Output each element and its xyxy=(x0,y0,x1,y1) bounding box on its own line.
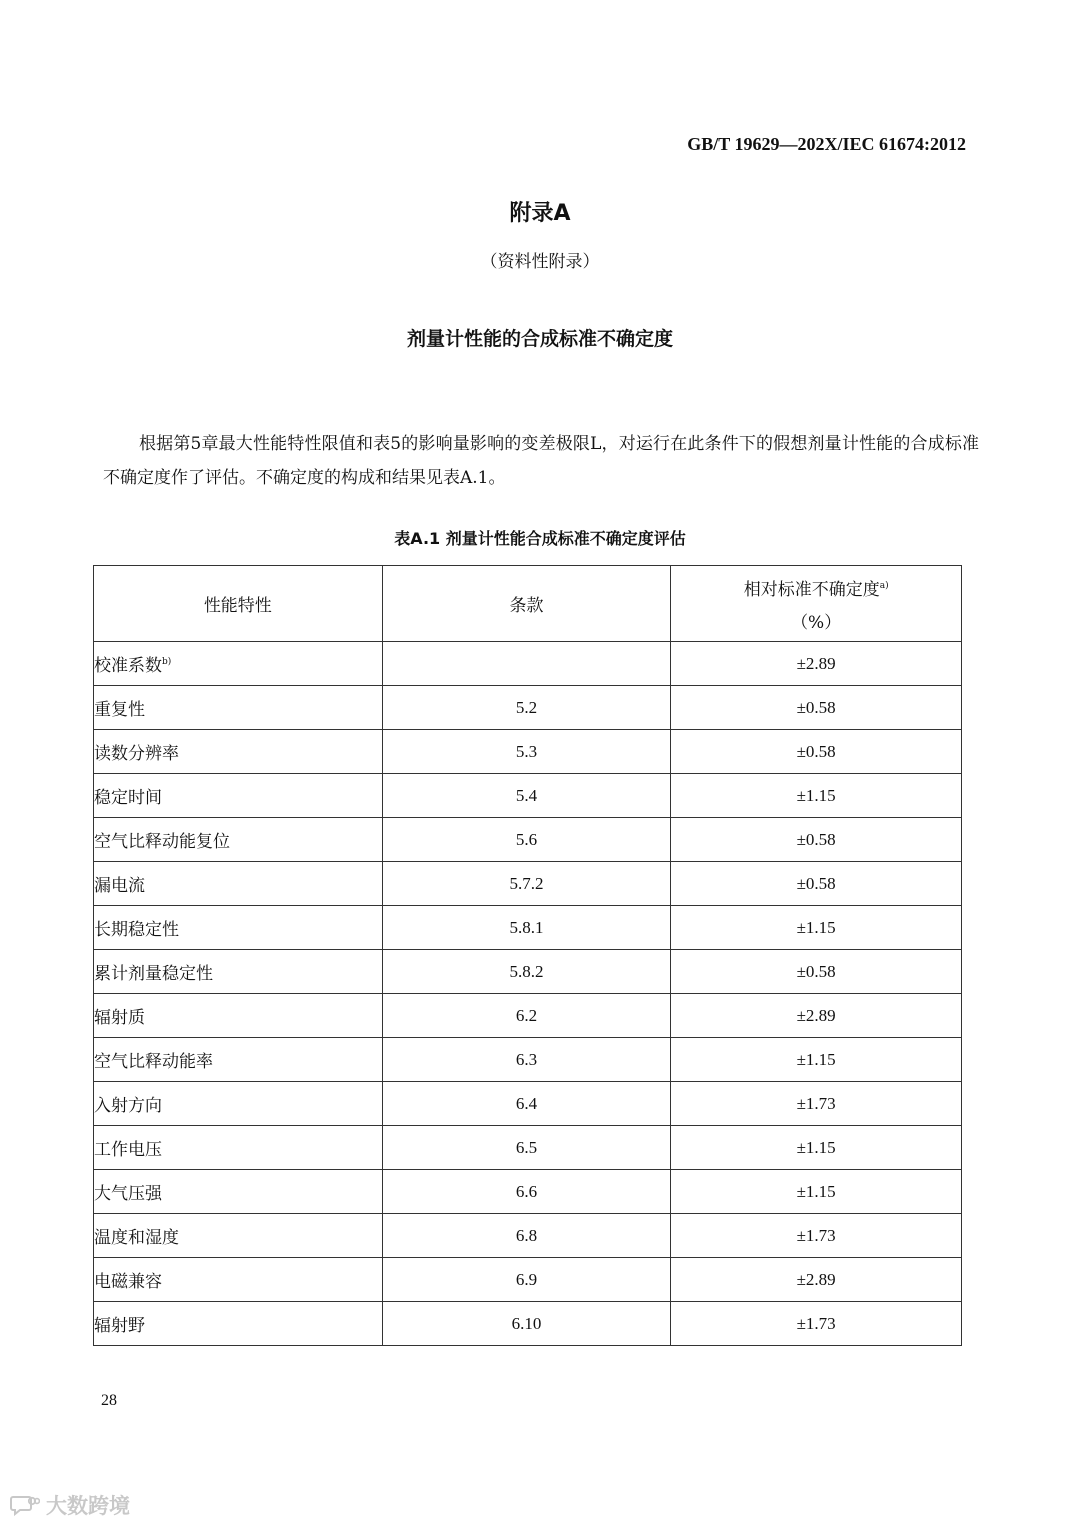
cell-uncertainty: ±1.15 xyxy=(671,774,962,818)
table-row xyxy=(94,730,962,774)
cell-uncertainty: ±1.15 xyxy=(671,1126,962,1170)
table-row xyxy=(94,906,962,950)
section-heading: 剂量计性能的合成标准不确定度 xyxy=(406,328,673,350)
footnote-a-marker: a) xyxy=(879,580,889,591)
cell-performance: 工作电压 xyxy=(94,1126,383,1170)
table-row xyxy=(94,1126,962,1170)
cell-uncertainty: ±0.58 xyxy=(671,730,962,774)
page-number: 28 xyxy=(101,1392,117,1409)
header-uncertainty-unit: （%） xyxy=(791,612,842,633)
cell-clause xyxy=(382,642,671,686)
cell-uncertainty: ±1.73 xyxy=(671,1214,962,1258)
table-row xyxy=(94,774,962,818)
cell-clause: 6.3 xyxy=(382,1038,671,1082)
cell-clause: 5.8.1 xyxy=(382,906,671,950)
cell-clause: 6.10 xyxy=(382,1302,671,1346)
footnote-b-marker: b) xyxy=(162,657,172,667)
cell-uncertainty: ±1.15 xyxy=(671,1170,962,1214)
table-caption: 表A.1 剂量计性能合成标准不确定度评估 xyxy=(394,529,686,548)
table-row xyxy=(94,1302,962,1346)
table-row xyxy=(94,994,962,1038)
header-uncertainty-label: 相对标准不确定度 xyxy=(743,579,880,600)
body-paragraph: 根据第5章最大性能特性限值和表5的影响量影响的变差极限L，对运行在此条件下的假想剂量计性能的合成标准不确定度作了评估。不确定度的构成和结果见表A.1。 xyxy=(103,434,979,488)
cell-uncertainty: ±1.15 xyxy=(671,1038,962,1082)
cell-performance: 长期稳定性 xyxy=(94,906,383,950)
cell-performance: 空气比释动能复位 xyxy=(94,818,383,862)
table-row xyxy=(94,1214,962,1258)
cell-clause: 5.3 xyxy=(382,730,671,774)
table-row xyxy=(94,686,962,730)
header-performance: 性能特性 xyxy=(94,566,383,642)
cell-clause: 6.6 xyxy=(382,1170,671,1214)
appendix-type: （资料性附录） xyxy=(480,252,600,272)
cell-performance: 温度和湿度 xyxy=(94,1214,383,1258)
cell-uncertainty: ±2.89 xyxy=(671,994,962,1038)
table-row xyxy=(94,1082,962,1126)
cell-performance: 读数分辨率 xyxy=(94,730,383,774)
cell-performance: 辐射野 xyxy=(94,1302,383,1346)
cell-performance: 辐射质 xyxy=(94,994,383,1038)
table-body xyxy=(94,642,962,1346)
table-row xyxy=(94,1258,962,1302)
watermark xyxy=(10,1490,130,1520)
cell-performance: 累计剂量稳定性 xyxy=(94,950,383,994)
appendix-title: 附录A xyxy=(509,201,571,226)
table-row xyxy=(94,1170,962,1214)
cell-clause: 6.8 xyxy=(382,1214,671,1258)
cell-performance: 重复性 xyxy=(94,686,383,730)
table-row xyxy=(94,1038,962,1082)
table-row xyxy=(94,818,962,862)
cell-uncertainty: ±0.58 xyxy=(671,686,962,730)
table-row xyxy=(94,862,962,906)
cell-uncertainty: ±1.73 xyxy=(671,1302,962,1346)
cell-performance: 入射方向 xyxy=(94,1082,383,1126)
cell-clause: 6.5 xyxy=(382,1126,671,1170)
cell-clause: 6.9 xyxy=(382,1258,671,1302)
cell-clause: 6.4 xyxy=(382,1082,671,1126)
cell-uncertainty: ±0.58 xyxy=(671,818,962,862)
cell-uncertainty: ±1.73 xyxy=(671,1082,962,1126)
cell-performance: 校准系数$^{b)}$ xyxy=(94,642,383,686)
cell-clause: 5.4 xyxy=(382,774,671,818)
cell-clause: 5.7.2 xyxy=(382,862,671,906)
cell-clause: 6.2 xyxy=(382,994,671,1038)
uncertainty-table xyxy=(93,565,962,1346)
cell-uncertainty: ±1.15 xyxy=(671,906,962,950)
cell-performance: 空气比释动能率 xyxy=(94,1038,383,1082)
table-row xyxy=(94,642,962,686)
header-uncertainty xyxy=(671,566,962,642)
chat-bubble-logo-icon xyxy=(10,1493,40,1517)
table-header-row xyxy=(94,566,962,642)
cell-performance: 稳定时间 xyxy=(94,774,383,818)
cell-performance: 漏电流 xyxy=(94,862,383,906)
header-clause: 条款 xyxy=(382,566,671,642)
cell-uncertainty: ±2.89 xyxy=(671,642,962,686)
cell-performance: 大气压强 xyxy=(94,1170,383,1214)
document-code: GB/T 19629—202X/IEC 61674:2012 xyxy=(687,134,966,154)
watermark-text: 大数跨境 xyxy=(46,1494,130,1518)
cell-uncertainty: ±0.58 xyxy=(671,862,962,906)
cell-clause: 5.6 xyxy=(382,818,671,862)
table-row xyxy=(94,950,962,994)
cell-clause: 5.2 xyxy=(382,686,671,730)
cell-uncertainty: ±0.58 xyxy=(671,950,962,994)
cell-uncertainty: ±2.89 xyxy=(671,1258,962,1302)
cell-performance: 电磁兼容 xyxy=(94,1258,383,1302)
cell-clause: 5.8.2 xyxy=(382,950,671,994)
